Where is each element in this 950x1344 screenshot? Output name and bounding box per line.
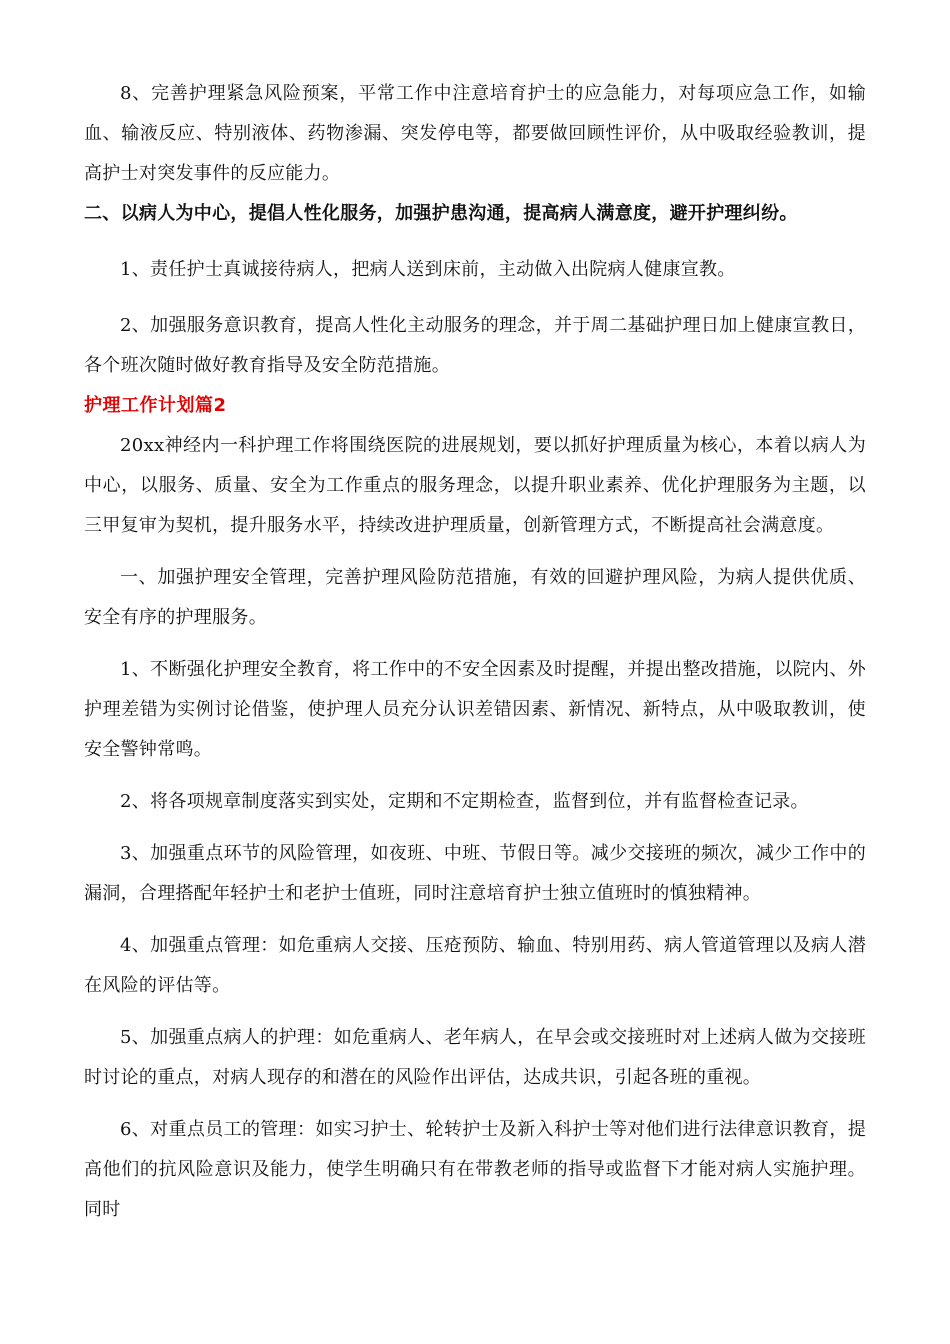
document-body (84, 74, 866, 1230)
paragraph-p1-item-5: 5、加强重点病人的护理：如危重病人、老年病人，在早会或交接班时对上述病人做为交接班时讨论的重点，对病人现存的和潜在的风险作出评估，达成共识，引起各班的重视。 (84, 1027, 866, 1088)
paragraph-s2-item-2: 2、加强服务意识教育，提高人性化主动服务的理念，并于周二基础护理日加上健康宣教日，各个班次随时做好教育指导及安全防范措施。 (84, 315, 866, 376)
paragraph-p1-item-4: 4、加强重点管理：如危重病人交接、压疮预防、输血、特别用药、病人管道管理以及病人潜在风险的评估等。 (84, 935, 866, 996)
paragraph-intro: 20xx神经内一科护理工作将围绕医院的进展规划，要以抓好护理质量为核心，本着以病人为中心，以服务、质量、安全为工作重点的服务理念，以提升职业素养、优化护理服务为主题，以三甲复审为契机，提升服务水平，持续改进护理质量，创新管理方式，不断提高社会满意度。 (84, 435, 866, 536)
paragraph-p1-item-3: 3、加强重点环节的风险管理，如夜班、中班、节假日等。减少交接班的频次，减少工作中的漏洞，合理搭配年轻护士和老护士值班，同时注意培育护士独立值班时的慎独精神。 (84, 843, 866, 904)
section-title-plan-2: 护理工作计划篇2 (84, 395, 227, 416)
paragraph-p1-item-1: 1、不断强化护理安全教育，将工作中的不安全因素及时提醒，并提出整改措施，以院内、外护理差错为实例讨论借鉴，使护理人员充分认识差错因素、新情况、新特点，从中吸取教训，使安全警钟常鸣。 (84, 659, 866, 760)
paragraph-s2-item-1: 1、责任护士真诚接待病人，把病人送到床前，主动做入出院病人健康宣教。 (120, 259, 736, 280)
paragraph-p1-item-2: 2、将各项规章制度落实到实处，定期和不定期检查，监督到位，并有监督检查记录。 (120, 791, 809, 812)
paragraph-part-1: 一、加强护理安全管理，完善护理风险防范措施，有效的回避护理风险，为病人提供优质、安全有序的护理服务。 (84, 567, 866, 628)
paragraph-p1-item-6: 6、对重点员工的管理：如实习护士、轮转护士及新入科护士等对他们进行法律意识教育，提高他们的抗风险意识及能力，使学生明确只有在带教老师的指导或监督下才能对病人实施护理。同时 (84, 1119, 866, 1220)
section-heading-patient-centered: 二、以病人为中心，提倡人性化服务，加强护患沟通，提高病人满意度，避开护理纠纷。 (84, 203, 798, 224)
paragraph-item-8: 8、完善护理紧急风险预案，平常工作中注意培育护士的应急能力，对每项应急工作，如输血、输液反应、特别液体、药物渗漏、突发停电等，都要做回顾性评价，从中吸取经验教训，提高护士对突发事件的反应能力。 (84, 83, 866, 184)
